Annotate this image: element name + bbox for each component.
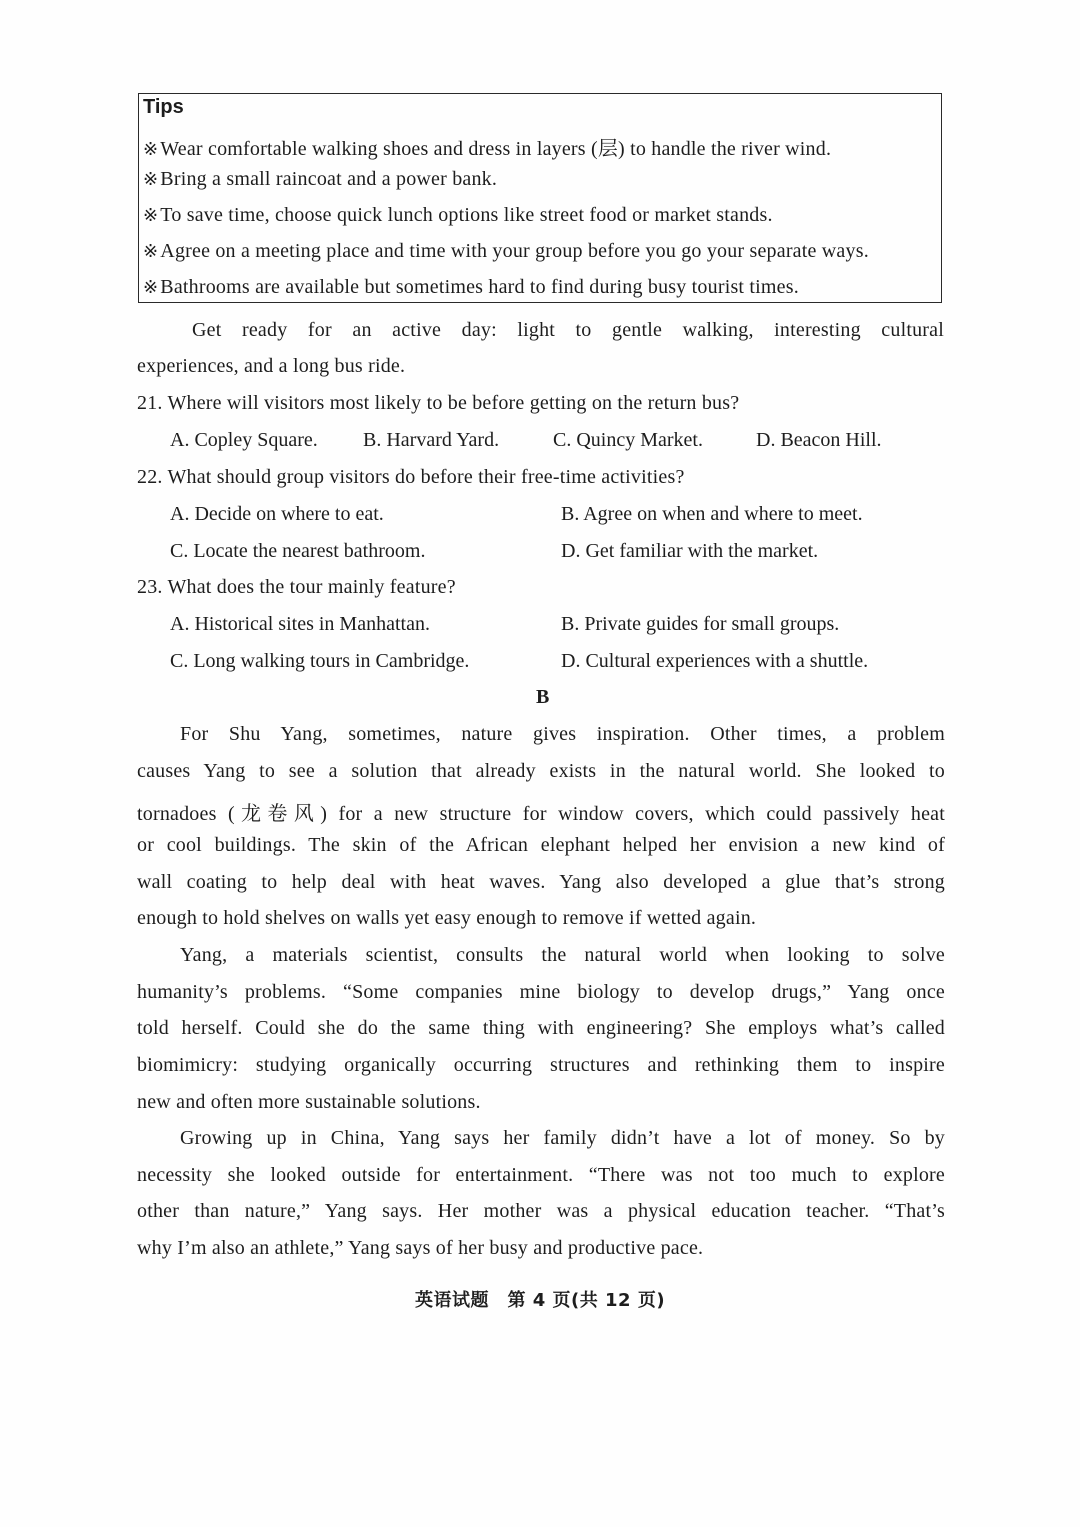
passage-line: wall coating to help deal with heat waves. Yang also developed a glue that’s strong — [137, 871, 945, 893]
tip-item: ※ Bring a small raincoat and a power bank. — [143, 168, 498, 190]
answer-option: C. Locate the nearest bathroom. — [170, 540, 426, 562]
answer-option: D. Cultural experiences with a shuttle. — [561, 650, 869, 672]
answer-option: B. Private guides for small groups. — [561, 613, 840, 635]
passage-line: Growing up in China, Yang says her family didn’t have a lot of money. So by — [180, 1127, 945, 1149]
answer-option: B. Harvard Yard. — [363, 429, 500, 451]
reference-mark-icon: ※ — [143, 169, 159, 190]
passage-line: new and often more sustainable solutions. — [137, 1091, 481, 1113]
section-heading: B — [536, 686, 550, 708]
reference-mark-icon: ※ — [143, 277, 159, 298]
intro-line: experiences, and a long bus ride. — [137, 355, 406, 377]
tips-box — [138, 93, 942, 303]
passage-line: or cool buildings. The skin of the African elephant helped her envision a new kind of — [137, 834, 945, 856]
answer-option: A. Copley Square. — [170, 429, 318, 451]
tips-title: Tips — [143, 96, 184, 118]
answer-option: A. Decide on where to eat. — [170, 503, 384, 525]
passage-line: Yang, a materials scientist, consults the natural world when looking to solve — [180, 944, 945, 966]
passage-line: humanity’s problems. “Some companies mine biology to develop drugs,” Yang once — [137, 981, 945, 1003]
answer-option: A. Historical sites in Manhattan. — [170, 613, 430, 635]
reference-mark-icon: ※ — [143, 241, 159, 262]
reference-mark-icon: ※ — [143, 205, 159, 226]
passage-line: why I’m also an athlete,” Yang says of her busy and productive pace. — [137, 1237, 704, 1259]
answer-option: B. Agree on when and where to meet. — [561, 503, 863, 525]
page-footer: 英语试题 第 4 页(共 12 页) — [414, 1290, 666, 1311]
tip-item: ※ Agree on a meeting place and time with your group before you go your separate ways. — [143, 240, 869, 262]
answer-option: C. Quincy Market. — [553, 429, 703, 451]
answer-option: D. Beacon Hill. — [756, 429, 882, 451]
passage-line: biomimicry: studying organically occurring structures and rethinking them to inspire — [137, 1054, 945, 1076]
passage-line: tornadoes (龙卷风) for a new structure for window covers, which could passively heat — [137, 803, 945, 825]
passage-line: other than nature,” Yang says. Her mother was a physical education teacher. “That’s — [137, 1200, 945, 1222]
tip-item: ※ Bathrooms are available but sometimes hard to find during busy tourist times. — [143, 276, 799, 298]
answer-option: D. Get familiar with the market. — [561, 540, 819, 562]
passage-line: enough to hold shelves on walls yet easy enough to remove if wetted again. — [137, 907, 757, 929]
intro-line: Get ready for an active day: light to gentle walking, interesting cultural — [192, 319, 944, 341]
question-stem: 21. Where will visitors most likely to be before getting on the return bus? — [137, 392, 740, 414]
passage-line: For Shu Yang, sometimes, nature gives inspiration. Other times, a problem — [180, 723, 945, 745]
passage-line: told herself. Could she do the same thing with engineering? She employs what’s called — [137, 1017, 945, 1039]
passage-line: necessity she looked outside for entertainment. “There was not too much to explore — [137, 1164, 945, 1186]
tip-item: ※ To save time, choose quick lunch options like street food or market stands. — [143, 204, 773, 226]
reference-mark-icon: ※ — [143, 139, 159, 160]
question-stem: 22. What should group visitors do before their free-time activities? — [137, 466, 685, 488]
answer-option: C. Long walking tours in Cambridge. — [170, 650, 470, 672]
passage-line: causes Yang to see a solution that already exists in the natural world. She looked to — [137, 760, 945, 782]
tip-item: ※ Wear comfortable walking shoes and dress in layers (层) to handle the river wind. — [143, 138, 832, 160]
question-stem: 23. What does the tour mainly feature? — [137, 576, 456, 598]
